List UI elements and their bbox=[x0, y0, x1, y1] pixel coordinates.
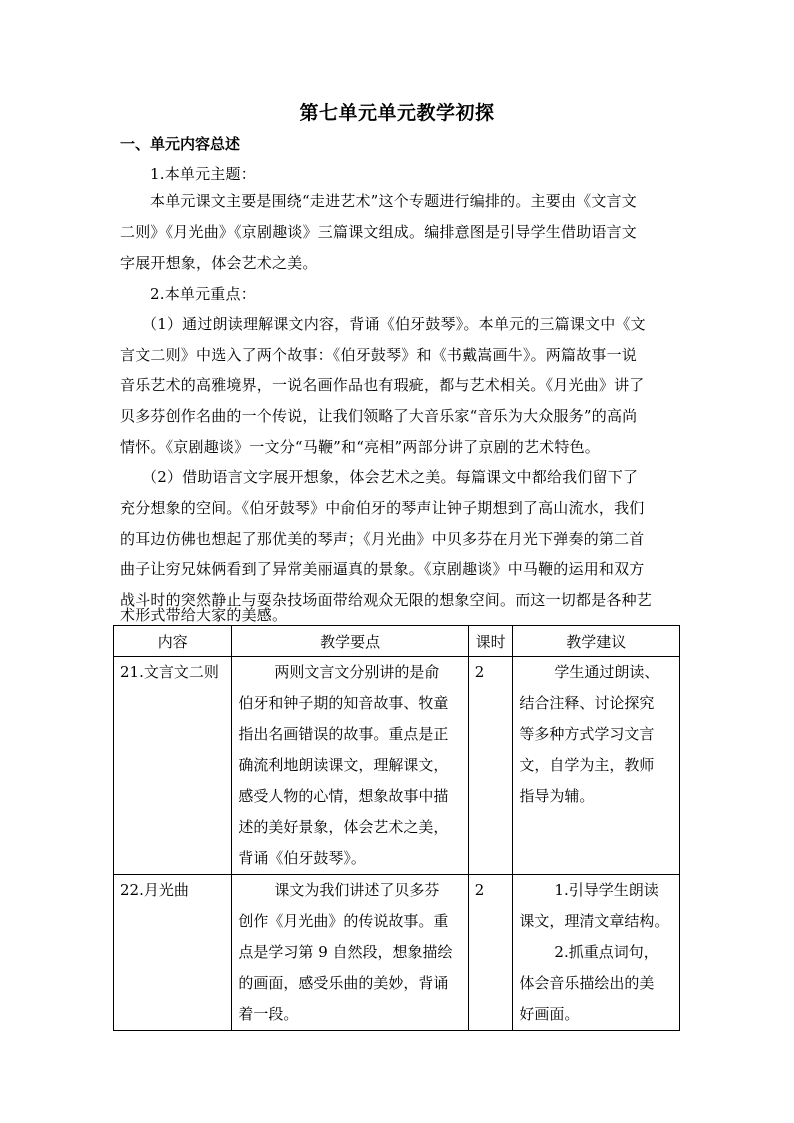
cell-content: 22.月光曲 bbox=[114, 875, 232, 1031]
cell-key-points: 两则文言文分别讲的是俞 伯牙和钟子期的知音故事、牧童 指出名画错误的故事。重点是正 确流利地朗读课文，理解课文， 感受人物的心情，想象故事中描 述的美好景象，体会艺术之美， 背诵《伯牙鼓琴》。 bbox=[232, 657, 468, 875]
paragraph-line: 术形式带给大家的美感。 bbox=[120, 606, 288, 624]
paragraph-line: 言文二则》中选入了两个故事：《伯牙鼓琴》和《书戴嵩画牛》。两篇故事一说 bbox=[120, 346, 638, 364]
section-heading: 一、单元内容总述 bbox=[120, 135, 241, 153]
cell-hours: 2 bbox=[468, 657, 513, 875]
paragraph-line: 贝多芬创作名曲的一个传说，让我们领略了大音乐家“音乐为大众服务”的高尚 bbox=[120, 407, 638, 425]
document-title: 第七单元单元教学初探 bbox=[299, 102, 495, 124]
cell-advice: 学生通过朗读、 结合注释、讨论探究 等多种方式学习文言 文，自学为主，教师 指导为辅。 bbox=[513, 657, 680, 875]
cell-key-points: 课文为我们讲述了贝多芬 创作《月光曲》的传说故事。重 点是学习第 9 自然段，想象描绘 的画面，感受乐曲的美妙，背诵 着一段。 bbox=[232, 875, 468, 1031]
paragraph-line: 情怀。《京剧趣谈》一文分“马鞭”和“亮相”两部分讲了京剧的艺术特色。 bbox=[120, 438, 600, 456]
cell-advice: 1.引导学生朗读 课文，理清文章结构。 2.抓重点词句， 体会音乐描绘出的美 好画面。 bbox=[513, 875, 680, 1031]
paragraph-line: 的耳边仿佛也想起了那优美的琴声；《月光曲》中贝多芬在月光下弹奏的第二首 bbox=[120, 530, 645, 548]
paragraph-line: 音乐艺术的高雅境界，一说名画作品也有瑕疵，都与艺术相关。《月光曲》讲了 bbox=[120, 376, 645, 394]
paragraph-line: 本单元课文主要是围绕“走进艺术”这个专题进行编排的。主要由《文言文 bbox=[150, 192, 637, 210]
paragraph-line: 战斗时的突然静止与耍杂技场面带给观众无限的想象空间。而这一切都是各种艺 bbox=[120, 591, 653, 609]
header-key-points: 教学要点 bbox=[232, 626, 468, 657]
teaching-plan-table bbox=[113, 625, 680, 1031]
paragraph-line: （1）通过朗读理解课文内容，背诵《伯牙鼓琴》。本单元的三篇课文中《文 bbox=[142, 315, 646, 333]
cell-content: 21.文言文二则 bbox=[114, 657, 232, 875]
paragraph-line: 曲子让穷兄妹俩看到了异常美丽逼真的景象。《京剧趣谈》中马鞭的运用和双方 bbox=[120, 560, 645, 578]
paragraph-line: 字展开想象，体会艺术之美。 bbox=[120, 254, 318, 272]
focus-heading: 2.本单元重点： bbox=[150, 285, 256, 303]
paragraph-line: 充分想象的空间。《伯牙鼓琴》中俞伯牙的琴声让钟子期想到了高山流水，我们 bbox=[120, 499, 645, 517]
table-header-row bbox=[114, 626, 680, 657]
header-hours: 课时 bbox=[468, 626, 513, 657]
header-content: 内容 bbox=[114, 626, 232, 657]
paragraph-line: （2）借助语言文字展开想象，体会艺术之美。每篇课文中都给我们留下了 bbox=[142, 468, 639, 486]
theme-heading: 1.本单元主题： bbox=[150, 165, 256, 183]
table-row bbox=[114, 657, 680, 875]
table-row bbox=[114, 875, 680, 1031]
paragraph-line: 二则》《月光曲》《京剧趣谈》三篇课文组成。编排意图是引导学生借助语言文 bbox=[120, 223, 638, 241]
header-advice: 教学建议 bbox=[513, 626, 680, 657]
cell-hours: 2 bbox=[468, 875, 513, 1031]
